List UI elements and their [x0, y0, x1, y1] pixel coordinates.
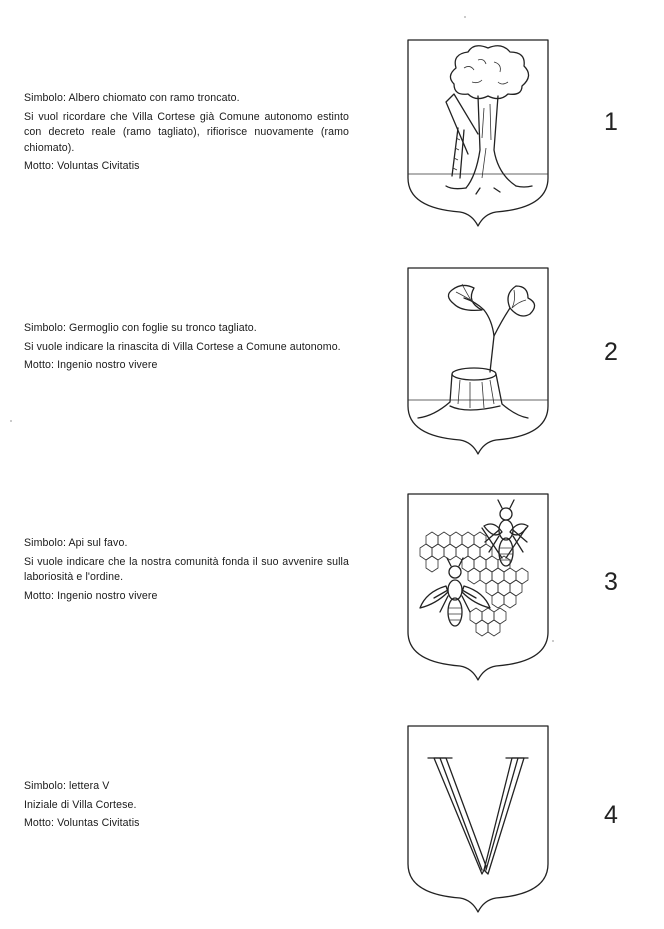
symbol-line: Simbolo: Albero chiomato con ramo troncato.: [24, 92, 240, 104]
symbol-line: Simbolo: Germoglio con foglie su tronco tagliato.: [24, 322, 257, 334]
bees-on-honeycomb-icon: [406, 492, 550, 682]
bee-upper: [482, 500, 528, 566]
description: Si vuole indicare che la nostra comunità fonda il suo avvenire sulla laboriosità e l'ordine.: [24, 555, 349, 583]
symbol-line: Simbolo: Api sul favo.: [24, 537, 128, 549]
entry-number: 4: [604, 801, 618, 829]
motto: Motto: Voluntas Civitatis: [24, 817, 140, 829]
shield-3: [406, 492, 550, 682]
entry-number: 3: [604, 568, 618, 596]
description: Si vuol ricordare che Villa Cortese già Comune autonomo estinto con decreto reale (ramo tagliato), rifiorisce nuovamente (ramo chiomato).: [24, 110, 349, 154]
description: Si vuole indicare la rinascita di Villa Cortese a Comune autonomo.: [24, 340, 341, 353]
description: Iniziale di Villa Cortese.: [24, 798, 137, 811]
shield-2: [406, 266, 550, 456]
motto: Motto: Ingenio nostro vivere: [24, 589, 158, 602]
shield-1: [406, 38, 550, 228]
letter-v-icon: [406, 724, 550, 916]
tree-with-cut-branch-icon: [406, 38, 550, 228]
entry-text: [24, 536, 349, 607]
entry-number: 1: [604, 108, 618, 136]
entry-number: 2: [604, 338, 618, 366]
sprout-on-stump-icon: [406, 266, 550, 456]
motto: Motto: Voluntas Civitatis: [24, 160, 140, 172]
bee-lower: [420, 558, 490, 626]
entry-text: [24, 779, 349, 835]
symbol-line: Simbolo: lettera V: [24, 780, 110, 792]
motto: Motto: Ingenio nostro vivere: [24, 359, 158, 371]
entry-text: [24, 321, 349, 377]
shield-4: [406, 724, 550, 916]
entry-text: [24, 91, 349, 178]
